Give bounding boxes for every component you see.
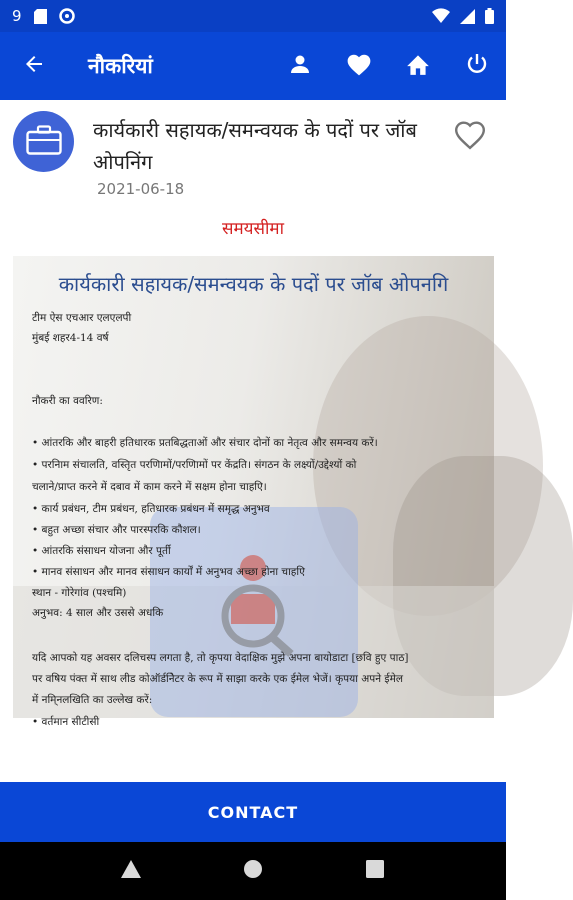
data-saver-icon	[59, 8, 75, 24]
back-button[interactable]	[0, 32, 68, 100]
deadline-label: समयसीमा	[222, 219, 284, 239]
cellular-signal-icon	[460, 9, 475, 24]
arrow-back-icon	[22, 52, 46, 80]
image-text-line: • आंतरकि संसाधन योजना और पूर्ती	[32, 545, 171, 557]
sd-card-icon	[34, 9, 47, 24]
heart-icon	[346, 52, 372, 80]
nav-recents-button[interactable]	[355, 851, 395, 891]
image-text-line: में नमि्नलखिति का उल्लेख करें:	[32, 694, 153, 706]
recents-square-icon	[366, 860, 384, 882]
job-date: 2021-06-18	[97, 180, 185, 198]
power-icon	[465, 52, 489, 80]
job-avatar	[13, 111, 74, 172]
watermark-person-icon	[203, 546, 303, 656]
briefcase-icon	[26, 125, 62, 159]
nav-back-button[interactable]	[111, 851, 151, 891]
logout-button[interactable]	[447, 32, 506, 100]
status-bar	[0, 0, 506, 32]
nav-home-button[interactable]	[233, 851, 273, 891]
image-heading: कार्यकारी सहायक/समन्वयक के पदों पर जॉब ओपनगि	[58, 272, 449, 296]
job-header	[0, 100, 506, 210]
image-text-line: पर वषिय पंक्त में साथ लीड कोऑर्डनिेटर के रूप में साझा करके एक ईमेल भेजें। कृपया अपने ईमेल	[32, 673, 403, 685]
job-detail	[0, 100, 506, 782]
profile-button[interactable]	[270, 32, 329, 100]
home-button[interactable]	[388, 32, 447, 100]
favorites-button[interactable]	[329, 32, 388, 100]
image-text-line: चलाने/प्राप्त करने में दबाव में काम करने में सक्षम होना चाहएि।	[32, 481, 267, 493]
contact-button[interactable]: CONTACT	[0, 782, 506, 842]
system-nav-bar	[0, 842, 506, 900]
image-text-line: • वर्तमान सीटीसी	[32, 716, 100, 728]
heart-outline-icon	[453, 119, 487, 154]
status-time: 9	[12, 7, 22, 25]
job-image	[13, 256, 494, 728]
app-bar	[0, 32, 506, 100]
image-text-line: • परनिाम संचालति, वस्तिृत परणिामों/परणिामों पर केंद्रति। संगठन के लक्ष्यों/उद्देश्यों को	[32, 459, 357, 471]
battery-icon	[485, 8, 494, 24]
person-icon	[288, 52, 312, 80]
job-title: कार्यकारी सहायक/समन्वयक के पदों पर जॉब ओपनिंग	[93, 118, 417, 174]
image-text-line: • आंतरकि और बाहरी हतिधारक प्रतबिद्धताओं और संचार दोनों का नेतृत्व और समन्वय करें।	[32, 437, 378, 449]
image-text-line: अनुभव: 4 साल और उससे अधकि	[32, 607, 164, 619]
home-icon	[405, 52, 431, 80]
wifi-icon	[432, 9, 450, 23]
image-text-line: टीम ऐस एचआर एलएलपी	[32, 312, 132, 324]
image-text-line: • मानव संसाधन और मानव संसाधन कार्यों में अनुभव अच्छा होना चाहएि	[32, 566, 305, 578]
image-text-line: मुंबई शहर4-14 वर्ष	[32, 332, 109, 344]
home-circle-icon	[243, 859, 263, 883]
image-text-line: यदि आपको यह अवसर दलिचस्प लगता है, तो कृपया वेदाक्षिक मुझे अपना बायोडाटा [छवि हुए पाठ]	[32, 652, 409, 664]
image-text-line: नौकरी का ववरिण:	[32, 395, 103, 407]
page-title: नौकरियां	[88, 54, 153, 78]
favorite-button[interactable]	[452, 118, 488, 154]
image-text-line: स्थान - गोरेगांव (पश्चमि)	[32, 587, 127, 599]
image-text-line: • कार्य प्रबंधन, टीम प्रबंधन, हतिधारक प्रबंधन में समृद्ध अनुभव	[32, 503, 270, 515]
image-text-line: • बहुत अच्छा संचार और पारस्परकि कौशल।	[32, 524, 201, 536]
back-triangle-icon	[121, 860, 141, 882]
